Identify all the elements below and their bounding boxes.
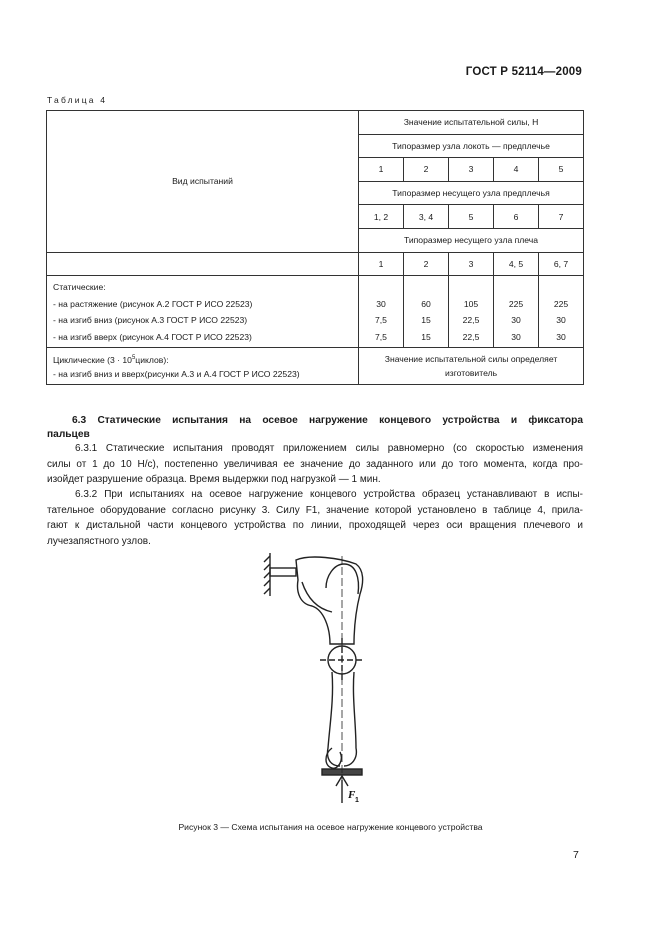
size-value: 4 [494, 158, 539, 182]
cyclic-tests-row [47, 348, 584, 385]
size-value: 3 [449, 158, 494, 182]
force-value: 15 [421, 331, 431, 342]
figure-caption: Рисунок 3 — Схема испытания на осевое нагружение концевого устройства [178, 822, 483, 832]
size-row-label: Типоразмер несущего узла плеча [359, 228, 584, 252]
test-type-header: Вид испытаний [47, 111, 359, 253]
size-value: 3, 4 [404, 205, 449, 229]
test-force-table [46, 110, 584, 385]
static-item: - на изгиб вниз (рисунок А.3 ГОСТ Р ИСО 22523) [53, 315, 248, 326]
size-value: 5 [449, 205, 494, 229]
force-value: 225 [508, 298, 524, 309]
cyclic-note: Значение испытательной силы определяет изготовитель [359, 348, 584, 385]
static-item: - на растяжение (рисунок А.2 ГОСТ Р ИСО 22523) [53, 298, 253, 309]
size-value: 2 [404, 252, 449, 276]
static-title: Статические: [53, 282, 106, 293]
size-value: 1 [359, 158, 404, 182]
static-tests-row [47, 276, 584, 348]
paragraph-6-3-2: 6.3.2 При испытаниях на осевое нагружение концевого устройства образец устанавливают в испы- тательное оборудование согласно рисунку 3. Силу F1, значение которой установлено в таблице 4, прила- гают к дистальной части концевого устройства по линии, проходящей через оси вращения плечевого и лучезапястного узлов. [47, 489, 583, 547]
force-subscript: 1 [355, 797, 359, 804]
size-value: 1 [359, 252, 404, 276]
table-caption: Таблица 4 [47, 95, 108, 105]
section-title-cont: пальцев [47, 429, 90, 440]
force-value: 7,5 [375, 315, 387, 326]
force-value: 22,5 [462, 315, 480, 326]
cyclic-item: - на изгиб вниз и вверх(рисунки А.3 и А.4 ГОСТ Р ИСО 22523) [53, 369, 300, 380]
force-header: Значение испытательной силы, Н [359, 111, 584, 135]
size-value: 5 [539, 158, 584, 182]
size-value: 2 [404, 158, 449, 182]
force-value: 7,5 [375, 331, 387, 342]
force-value: 30 [556, 331, 566, 342]
force-value: 225 [553, 298, 569, 309]
test-scheme-figure [260, 548, 380, 808]
size-value: 6 [494, 205, 539, 229]
cyclic-title: Циклические $(3 \cdot 10^5циклов)$: [53, 354, 169, 365]
page-number: 7 [573, 849, 579, 861]
size-value: 3 [449, 252, 494, 276]
section-title: 6.3 Статические испытания на осевое нагружение концевого устройства и фиксатора [72, 415, 583, 426]
size-value: 1, 2 [359, 205, 404, 229]
document-id: ГОСТ Р 52114—2009 [465, 66, 582, 78]
size-row-label: Типоразмер узла локоть — предплечье [359, 134, 584, 158]
size-value: 4, 5 [494, 252, 539, 276]
force-label: F [348, 789, 356, 801]
paragraph-6-3-1: 6.3.1 Статические испытания проводят приложением силы равномерно (со скоростью изменения силы от 1 до 10 Н/с), постепенно увеличивая ее значение до заданного или до того момента, когда про- изойдет разрушение образца. Время выдержки под нагрузкой — 1 мин. [47, 443, 583, 485]
size-value: 7 [539, 205, 584, 229]
size-value: 6, 7 [539, 252, 584, 276]
force-value: 30 [556, 315, 566, 326]
static-item: - на изгиб вверх (рисунок А.4 ГОСТ Р ИСО 22523) [53, 331, 252, 342]
force-value: 22,5 [462, 331, 480, 342]
size-row-label: Типоразмер несущего узла предплечья [359, 181, 584, 205]
force-value: 30 [511, 331, 521, 342]
force-value: 30 [511, 315, 521, 326]
force-value: 30 [376, 298, 386, 309]
force-value: 105 [463, 298, 479, 309]
force-value: 60 [421, 298, 431, 309]
force-value: 15 [421, 315, 431, 326]
